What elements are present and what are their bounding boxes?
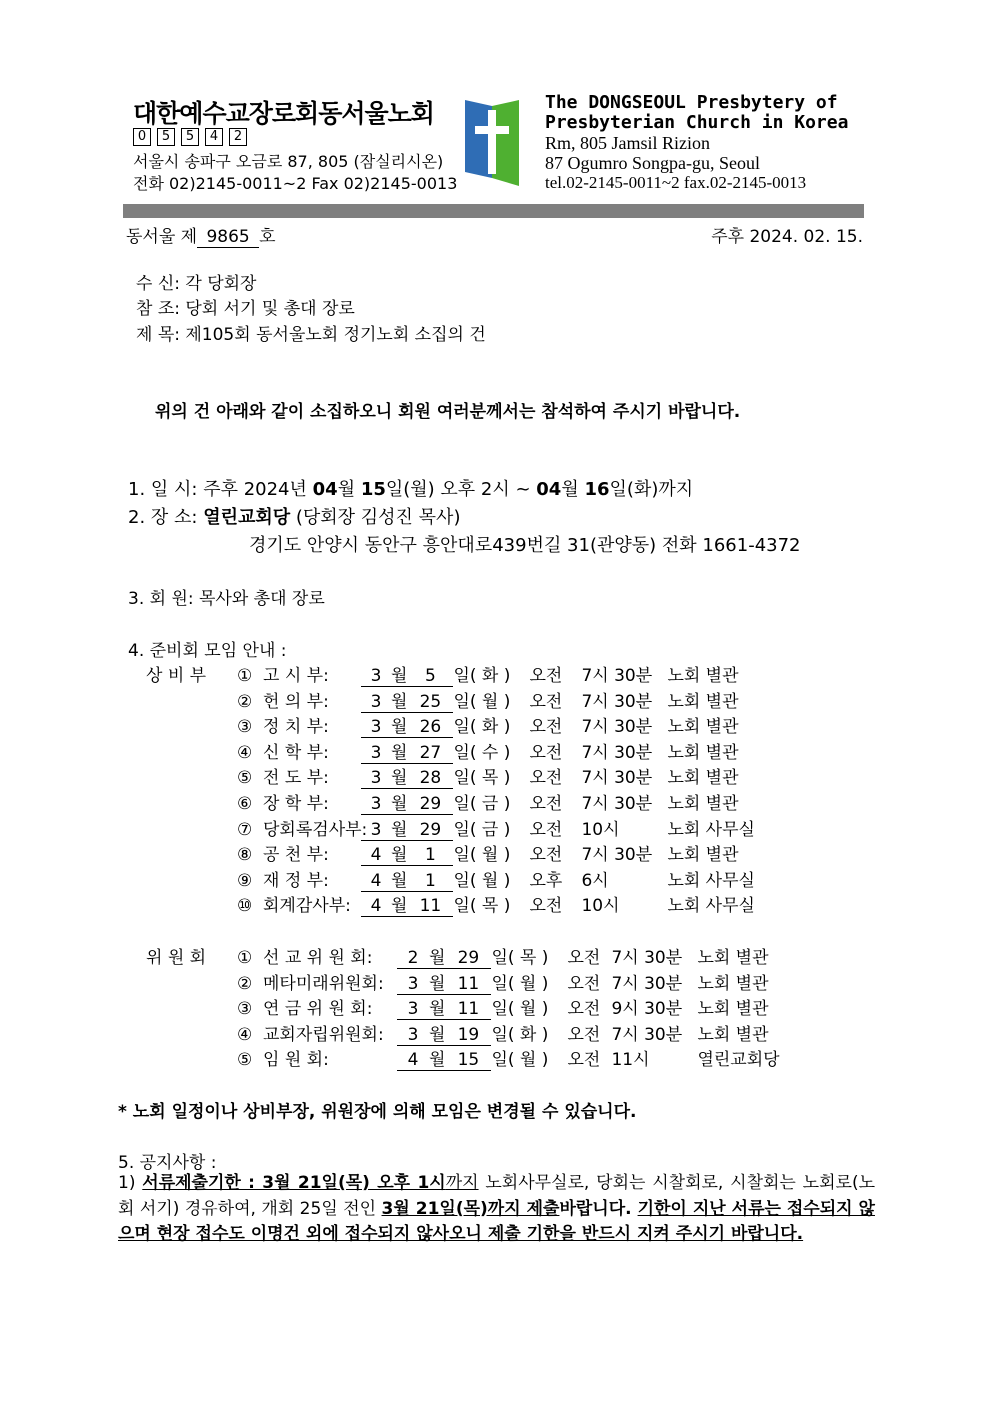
- schedule-day-label: 일( 목 ): [453, 768, 511, 789]
- schedule-name: 당회록검사부:: [263, 819, 368, 840]
- schedule-place: 노회 별관: [667, 794, 739, 814]
- schedule-ampm: 오전: [567, 999, 601, 1020]
- schedule-day-label: 일( 월 ): [491, 1050, 549, 1071]
- schedule-num: ④: [237, 1024, 253, 1045]
- org-name-korean: 대한예수교장로회동서울노회: [133, 99, 434, 128]
- phone-english: tel.02-2145-0011~2 fax.02-2145-0013: [545, 173, 807, 192]
- item-members: 3. 회 원: 목사와 총대 장로: [128, 589, 325, 609]
- schedule-day: 19: [445, 1025, 491, 1046]
- schedule-ampm: 오전: [529, 691, 563, 712]
- schedule-ampm: 오전: [529, 896, 563, 917]
- schedule-day: 29: [407, 820, 453, 841]
- schedule-time: 7시 30분: [581, 691, 653, 712]
- recipient: 수 신: 각 당회장: [136, 274, 257, 294]
- schedule-day-label: 일( 월 ): [491, 973, 549, 994]
- schedule-place: 노회 사무실: [667, 870, 755, 891]
- schedule-day: 5: [407, 666, 453, 687]
- schedule-num: ⑤: [237, 768, 253, 789]
- org-name-english-2: Presbyterian Church in Korea: [545, 112, 849, 133]
- schedule-day: 11: [445, 974, 491, 995]
- schedule-month-label: 월: [429, 969, 445, 995]
- schedule-name: 장 학 부:: [263, 794, 329, 814]
- ref-suffix: 호: [259, 227, 276, 247]
- schedule-row: [237, 763, 739, 789]
- schedule-time: 7시 30분: [611, 1024, 683, 1045]
- schedule-name: 교회자립위원회:: [263, 1024, 384, 1045]
- schedule-name: 메타미래위원회:: [263, 973, 384, 994]
- schedule-day-label: 일( 화 ): [491, 1024, 549, 1045]
- schedule-row: [237, 891, 755, 917]
- schedule-month: 3: [361, 717, 391, 738]
- schedule-place: 노회 별관: [697, 999, 769, 1020]
- schedule-time: 10시: [581, 819, 620, 840]
- schedule-num: ③: [237, 999, 253, 1020]
- schedule-time: 6시: [581, 870, 609, 891]
- schedule-row: [237, 1020, 769, 1046]
- schedule-ampm: 오전: [567, 948, 601, 968]
- schedule-ampm: 오후: [529, 870, 563, 891]
- schedule-row: [237, 712, 739, 738]
- subject: 제 목: 제105회 동서울노회 정기노회 소집의 건: [136, 325, 486, 345]
- address-korean: 서울시 송파구 오금로 87, 805 (잠실리시온): [133, 152, 444, 171]
- schedule-month-label: 월: [391, 866, 407, 892]
- schedule-day: 29: [407, 794, 453, 815]
- schedule-name: 공 천 부:: [263, 845, 329, 866]
- schedule-row: [237, 943, 769, 969]
- schedule-ampm: 오전: [567, 1050, 601, 1071]
- schedule-time: 7시 30분: [611, 973, 683, 994]
- intro-text: 위의 건 아래와 같이 소집하오니 회원 여러분께서는 참석하여 주시기 바랍니다.: [155, 402, 741, 422]
- schedule-month: 4: [361, 896, 391, 917]
- item2-pastor: (당회장 김성진 목사): [290, 507, 461, 528]
- schedule-month-label: 월: [391, 840, 407, 866]
- item1-part: 16: [584, 479, 610, 500]
- ref-prefix: 동서울 제: [126, 227, 198, 247]
- schedule-place: 열린교회당: [697, 1050, 780, 1071]
- schedule-place: 노회 별관: [697, 948, 769, 968]
- zip-digit: 4: [205, 128, 223, 146]
- schedule-day-label: 일( 화 ): [453, 717, 511, 738]
- schedule-month: 3: [361, 666, 391, 687]
- schedule-month-label: 월: [391, 763, 407, 789]
- schedule-place: 노회 사무실: [667, 819, 755, 840]
- schedule-day: 27: [407, 743, 453, 764]
- schedule-time: 7시 30분: [611, 948, 683, 968]
- schedule-day: 26: [407, 717, 453, 738]
- schedule-day-label: 일( 월 ): [453, 691, 511, 712]
- schedule-ampm: 오전: [529, 845, 563, 866]
- schedule-place: 노회 별관: [667, 768, 739, 789]
- schedule-place: 노회 사무실: [667, 896, 755, 917]
- phone-korean: 전화 02)2145-0011~2 Fax 02)2145-0013: [133, 174, 458, 193]
- schedule-day-label: 일( 수 ): [453, 742, 511, 763]
- item-place-address: 경기도 안양시 동안구 흥안대로439번길 31(관양동) 전화 1661-4372: [249, 535, 801, 556]
- schedule-month: 3: [361, 743, 391, 764]
- schedule-month-label: 월: [391, 712, 407, 738]
- schedule-month-label: 월: [429, 943, 445, 969]
- schedule-num: ⑨: [237, 870, 253, 891]
- committee-group-label: 위 원 회: [146, 948, 207, 968]
- schedule-place: 노회 별관: [667, 666, 739, 686]
- schedule-num: ⑤: [237, 1050, 253, 1071]
- schedule-num: ⑦: [237, 819, 253, 840]
- item2-place: 열린교회당: [203, 507, 291, 528]
- schedule-ampm: 오전: [529, 666, 563, 686]
- schedule-month-label: 월: [429, 1045, 445, 1071]
- schedule-day: 11: [407, 896, 453, 917]
- schedule-name: 선 교 위 원 회:: [263, 948, 373, 968]
- notice-title: 5. 공지사항 :: [118, 1153, 217, 1173]
- notice-part: 바랍니다.: [559, 1198, 638, 1219]
- schedule-name: 헌 의 부:: [263, 691, 329, 712]
- schedule-day: 11: [445, 999, 491, 1020]
- notice-warning: 기한이 지난 서류는 접수되지 않으며 현장 접수도 이명건 외에 접수되지 않사오니 제출 기한을 반드시 지켜 주시기 바랍니다.: [118, 1198, 875, 1244]
- schedule-row: [237, 789, 739, 815]
- schedule-time: 10시: [581, 896, 620, 917]
- schedule-month: 4: [361, 871, 391, 892]
- item1-part: 일(화)까지: [609, 479, 694, 500]
- schedule-name: 정 치 부:: [263, 717, 329, 738]
- schedule-month: 3: [361, 820, 391, 841]
- notice-submit-date: 3월 21일(목)까지 제출: [381, 1198, 560, 1219]
- notice-paragraph: [118, 1171, 875, 1248]
- schedule-row: [237, 1045, 780, 1071]
- schedule-name: 임 원 회:: [263, 1050, 329, 1071]
- schedule-num: ⑩: [237, 896, 253, 917]
- schedule-month: 3: [397, 974, 429, 995]
- reference: 참 조: 당회 서기 및 총대 장로: [136, 299, 355, 319]
- schedule-month: 3: [361, 794, 391, 815]
- schedule-row: [237, 661, 739, 687]
- schedule-month: 2: [397, 948, 429, 969]
- schedule-time: 7시 30분: [581, 794, 653, 814]
- schedule-time: 7시 30분: [581, 666, 653, 686]
- item2-label: 2. 장 소:: [128, 507, 198, 528]
- schedule-month: 3: [361, 692, 391, 713]
- schedule-ampm: 오전: [529, 819, 563, 840]
- schedule-month-label: 월: [391, 789, 407, 815]
- schedule-num: ①: [237, 666, 253, 686]
- item1-part: 월: [337, 479, 361, 500]
- zip-digit: 5: [157, 128, 175, 146]
- presbytery-cross-logo-icon: [463, 96, 521, 188]
- schedule-ampm: 오전: [529, 768, 563, 789]
- schedule-num: ⑧: [237, 845, 253, 866]
- schedule-month-label: 월: [429, 1020, 445, 1046]
- schedule-time: 7시 30분: [581, 768, 653, 789]
- item1-part: 일(월) 오후 2시 ~: [385, 479, 537, 500]
- schedule-day: 1: [407, 845, 453, 866]
- schedule-day-label: 일( 월 ): [491, 999, 549, 1020]
- schedule-name: 연 금 위 원 회:: [263, 999, 373, 1020]
- schedule-day-label: 일( 월 ): [453, 870, 511, 891]
- schedule-day-label: 일( 월 ): [453, 845, 511, 866]
- schedule-ampm: 오전: [529, 794, 563, 814]
- schedule-row: [237, 969, 769, 995]
- zip-digit: 2: [229, 128, 247, 146]
- schedule-day-label: 일( 화 ): [453, 666, 511, 686]
- schedule-num: ⑥: [237, 794, 253, 814]
- schedule-day: 15: [445, 1050, 491, 1071]
- schedule-num: ③: [237, 717, 253, 738]
- zip-code: [133, 128, 247, 146]
- schedule-place: 노회 별관: [697, 1024, 769, 1045]
- schedule-place: 노회 별관: [697, 973, 769, 994]
- item-datetime: [128, 475, 693, 501]
- schedule-day: 1: [407, 871, 453, 892]
- schedule-num: ②: [237, 973, 253, 994]
- schedule-time: 7시 30분: [581, 845, 653, 866]
- notice-deadline: 서류제출기한 : 3월 21일(목) 오후 1시: [142, 1173, 446, 1193]
- schedule-time: 7시 30분: [581, 742, 653, 763]
- schedule-time: 11시: [611, 1050, 650, 1071]
- schedule-num: ④: [237, 742, 253, 763]
- schedule-day-label: 일( 금 ): [453, 819, 511, 840]
- schedule-place: 노회 별관: [667, 691, 739, 712]
- schedule-month-label: 월: [391, 661, 407, 687]
- org-name-english-1: The DONGSEOUL Presbytery of: [545, 92, 838, 113]
- doc-reference: [126, 222, 276, 248]
- schedule-place: 노회 별관: [667, 717, 739, 738]
- schedule-num: ②: [237, 691, 253, 712]
- schedule-name: 고 시 부:: [263, 666, 329, 686]
- schedule-place: 노회 별관: [667, 742, 739, 763]
- schedule-day: 29: [445, 948, 491, 969]
- item1-part: 04: [536, 479, 562, 500]
- schedule-day: 28: [407, 768, 453, 789]
- schedule-day-label: 일( 목 ): [453, 896, 511, 917]
- schedule-day-label: 일( 금 ): [453, 794, 511, 814]
- zip-digit: 0: [133, 128, 151, 146]
- zip-digit: 5: [181, 128, 199, 146]
- schedule-month: 3: [397, 999, 429, 1020]
- schedule-month-label: 월: [391, 891, 407, 917]
- notice-part: 노회사무실로, 당회는 시찰회로, 시찰회는 노회로(노회 서기) 경유하여, 개회 25일 전인: [118, 1173, 875, 1219]
- schedule-name: 회계감사부:: [263, 896, 351, 917]
- schedule-month-label: 월: [429, 994, 445, 1020]
- schedule-row: [237, 687, 739, 713]
- schedule-name: 재 정 부:: [263, 870, 329, 891]
- schedule-footnote: * 노회 일정이나 상비부장, 위원장에 의해 모임은 변경될 수 있습니다.: [118, 1102, 637, 1122]
- item1-part: 04: [312, 479, 338, 500]
- schedule-time: 9시 30분: [611, 999, 683, 1020]
- item-place: [128, 503, 460, 529]
- schedule-num: ①: [237, 948, 253, 968]
- item-prep-title: 4. 준비회 모임 안내 :: [128, 641, 287, 661]
- schedule-row: [237, 994, 769, 1020]
- schedule-day-label: 일( 목 ): [491, 948, 549, 968]
- ref-number: 9865: [197, 227, 259, 248]
- schedule-month-label: 월: [391, 815, 407, 841]
- address-english-2: 87 Ogumro Songpa-gu, Seoul: [545, 153, 760, 173]
- schedule-place: 노회 별관: [667, 845, 739, 866]
- doc-date: 주후 2024. 02. 15.: [711, 227, 863, 247]
- schedule-month: 3: [361, 768, 391, 789]
- header-divider: [123, 204, 864, 218]
- schedule-month: 4: [397, 1050, 429, 1071]
- schedule-month: 4: [361, 845, 391, 866]
- schedule-ampm: 오전: [529, 742, 563, 763]
- item1-part: 주후 2024년: [203, 479, 313, 500]
- schedule-row: [237, 815, 755, 841]
- schedule-ampm: 오전: [567, 973, 601, 994]
- standing-group-label: 상 비 부: [146, 666, 207, 686]
- schedule-month: 3: [397, 1025, 429, 1046]
- schedule-name: 전 도 부:: [263, 768, 329, 789]
- item1-part: 월: [561, 479, 585, 500]
- item1-label: 1. 일 시:: [128, 479, 198, 500]
- schedule-row: [237, 738, 739, 764]
- schedule-time: 7시 30분: [581, 717, 653, 738]
- schedule-row: [237, 866, 755, 892]
- schedule-month-label: 월: [391, 738, 407, 764]
- address-english-1: Rm, 805 Jamsil Rizion: [545, 133, 711, 153]
- schedule-ampm: 오전: [529, 717, 563, 738]
- schedule-row: [237, 840, 739, 866]
- schedule-month-label: 월: [391, 687, 407, 713]
- schedule-day: 25: [407, 692, 453, 713]
- notice-part: 1): [118, 1173, 143, 1193]
- notice-part: 까지: [445, 1173, 479, 1193]
- schedule-name: 신 학 부:: [263, 742, 329, 763]
- item1-part: 15: [360, 479, 386, 500]
- schedule-ampm: 오전: [567, 1024, 601, 1045]
